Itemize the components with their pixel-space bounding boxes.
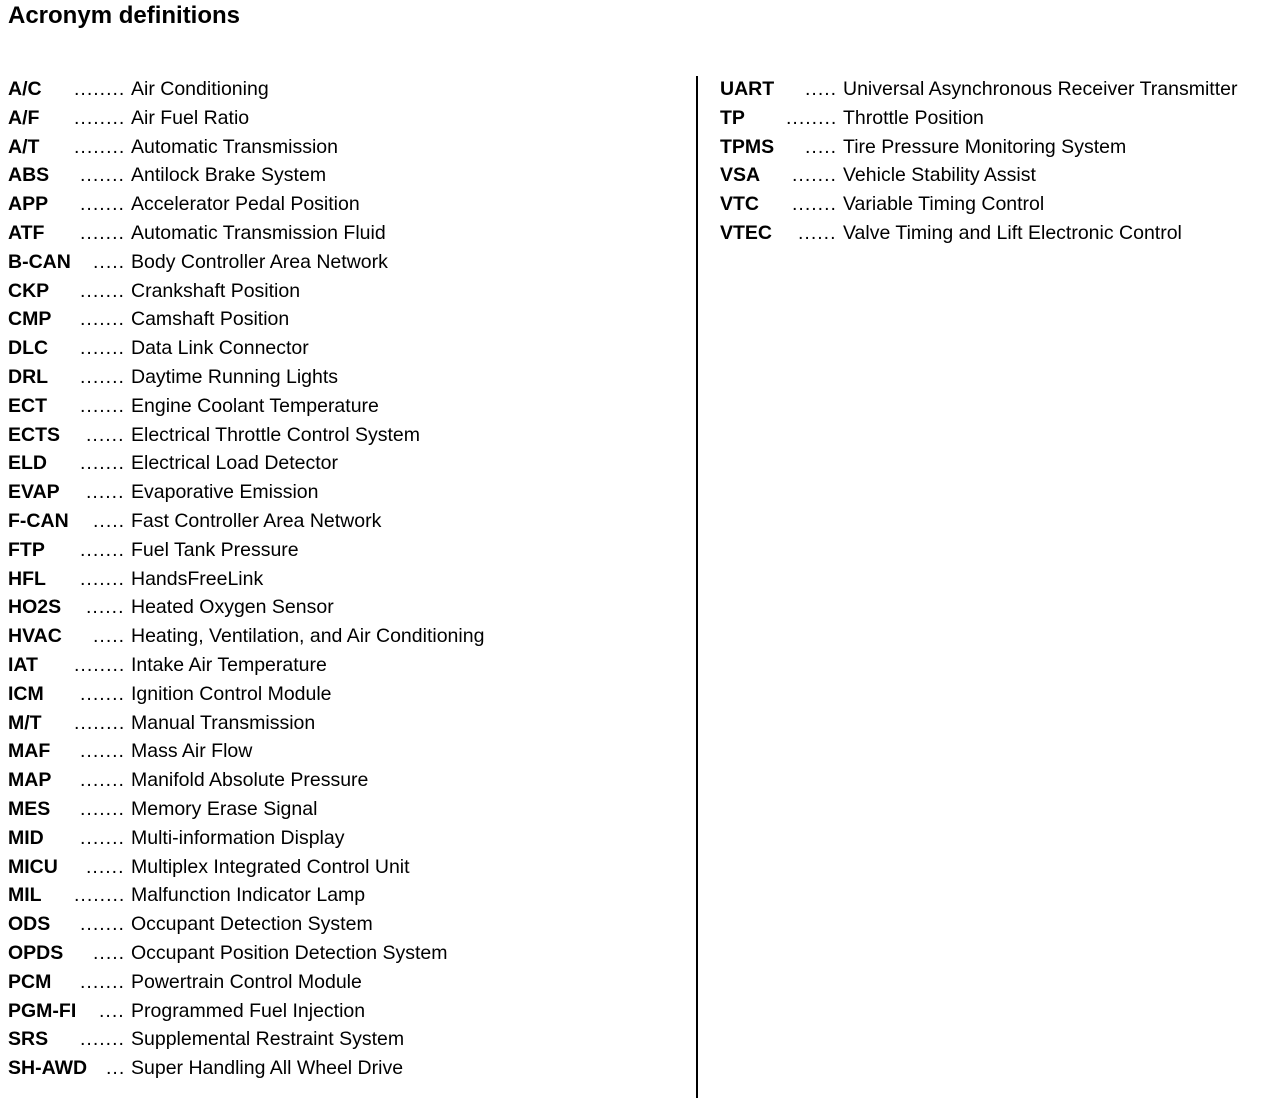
acronym-entry xyxy=(720,74,1275,103)
leader-dots: ..... xyxy=(93,625,126,648)
acronym-entry xyxy=(8,160,688,189)
leader-dots: ....... xyxy=(792,164,837,187)
leader-dots: ....... xyxy=(80,308,125,331)
acronym-term: ATF xyxy=(8,221,45,244)
acronym-entry xyxy=(8,1024,688,1053)
acronym-definition: Multiplex Integrated Control Unit xyxy=(131,855,410,878)
acronym-definition: Super Handling All Wheel Drive xyxy=(131,1057,404,1080)
acronym-entry xyxy=(8,679,688,708)
leader-dots: ........ xyxy=(74,135,126,158)
acronym-entry xyxy=(8,736,688,765)
acronym-term: ECT xyxy=(8,394,47,417)
leader-dots: ...... xyxy=(798,221,837,244)
acronym-definition: Ignition Control Module xyxy=(131,682,332,705)
leader-dots: ....... xyxy=(80,452,125,475)
acronym-term: F-CAN xyxy=(8,509,69,532)
leader-dots: ........ xyxy=(74,711,126,734)
acronym-entry xyxy=(720,160,1275,189)
acronym-definition: Automatic Transmission Fluid xyxy=(131,221,386,244)
acronym-definition: Electrical Throttle Control System xyxy=(131,423,420,446)
acronym-term: EVAP xyxy=(8,481,60,504)
acronym-definition: Heating, Ventilation, and Air Conditioning xyxy=(131,625,485,648)
acronym-term: ODS xyxy=(8,913,51,936)
leader-dots: ..... xyxy=(805,135,838,158)
acronym-entry xyxy=(8,938,688,967)
acronym-definition: Accelerator Pedal Position xyxy=(131,193,360,216)
acronym-term: IAT xyxy=(8,653,38,676)
acronym-definition: Vehicle Stability Assist xyxy=(843,164,1036,187)
acronym-entry xyxy=(8,823,688,852)
acronym-entry xyxy=(8,448,688,477)
acronym-entry xyxy=(8,103,688,132)
acronym-entry xyxy=(8,592,688,621)
acronym-definition: Engine Coolant Temperature xyxy=(131,394,379,417)
acronym-entry xyxy=(8,852,688,881)
acronym-list-left xyxy=(8,74,688,1082)
acronym-entry xyxy=(8,967,688,996)
acronym-entry xyxy=(8,650,688,679)
acronym-definition: Intake Air Temperature xyxy=(131,653,327,676)
acronym-entry xyxy=(8,189,688,218)
acronym-definition: Mass Air Flow xyxy=(131,740,253,763)
acronym-entry xyxy=(720,189,1275,218)
acronym-term: HVAC xyxy=(8,625,62,648)
acronym-definition: Powertrain Control Module xyxy=(131,970,362,993)
leader-dots: ...... xyxy=(86,423,125,446)
leader-dots: ........ xyxy=(74,106,126,129)
acronym-definition: Air Conditioning xyxy=(131,78,269,100)
acronym-term: UART xyxy=(720,78,775,100)
acronym-definition: Programmed Fuel Injection xyxy=(131,999,366,1022)
leader-dots: ....... xyxy=(792,193,837,216)
leader-dots: ....... xyxy=(80,394,125,417)
leader-dots: ..... xyxy=(93,509,126,532)
acronym-term: FTP xyxy=(8,538,45,561)
acronym-term: ECTS xyxy=(8,423,61,446)
leader-dots: ....... xyxy=(80,740,125,763)
acronym-definition: Daytime Running Lights xyxy=(131,365,339,388)
acronym-definition: Data Link Connector xyxy=(131,337,309,360)
acronym-term: MES xyxy=(8,797,51,820)
acronym-definition: Automatic Transmission xyxy=(131,135,338,158)
leader-dots: ....... xyxy=(80,769,125,792)
acronym-entry xyxy=(720,218,1275,247)
leader-dots: ....... xyxy=(80,337,125,360)
acronym-entry xyxy=(720,103,1275,132)
acronym-definition: Manifold Absolute Pressure xyxy=(131,769,369,792)
leader-dots: ....... xyxy=(80,279,125,302)
acronym-term: B-CAN xyxy=(8,250,71,273)
leader-dots: ..... xyxy=(93,250,126,273)
leader-dots: ........ xyxy=(786,106,838,129)
acronym-term: PGM-FI xyxy=(8,999,77,1022)
acronym-term: ABS xyxy=(8,164,50,187)
acronym-entry xyxy=(8,765,688,794)
acronym-term: MIL xyxy=(8,884,42,907)
acronym-term: PCM xyxy=(8,970,52,993)
acronym-term: MAF xyxy=(8,740,51,763)
acronym-definition: Malfunction Indicator Lamp xyxy=(131,884,366,907)
acronym-entry xyxy=(8,304,688,333)
leader-dots: ..... xyxy=(805,78,838,100)
acronym-entry xyxy=(8,420,688,449)
leader-dots: ........ xyxy=(74,653,126,676)
leader-dots: ....... xyxy=(80,797,125,820)
leader-dots: ....... xyxy=(80,826,125,849)
acronym-entry xyxy=(8,794,688,823)
acronym-term: TPMS xyxy=(720,135,775,158)
column-divider xyxy=(696,76,698,1098)
leader-dots: ....... xyxy=(80,221,125,244)
acronym-entry xyxy=(8,1053,688,1082)
page-title: Acronym definitions xyxy=(8,2,241,29)
acronym-definition: HandsFreeLink xyxy=(131,567,264,590)
leader-dots: ....... xyxy=(80,538,125,561)
acronym-entry xyxy=(8,477,688,506)
leader-dots: ........ xyxy=(74,884,126,907)
acronym-entry xyxy=(8,276,688,305)
acronym-entry xyxy=(8,333,688,362)
leader-dots: ....... xyxy=(80,164,125,187)
acronym-definition: Valve Timing and Lift Electronic Control xyxy=(843,221,1182,244)
acronym-entry xyxy=(8,708,688,737)
acronym-definition: Electrical Load Detector xyxy=(131,452,339,475)
acronym-entry xyxy=(8,996,688,1025)
acronym-term: SRS xyxy=(8,1028,49,1051)
acronym-definition: Heated Oxygen Sensor xyxy=(131,596,334,619)
acronym-term: OPDS xyxy=(8,941,64,964)
acronym-list-right xyxy=(720,74,1275,247)
acronym-term: M/T xyxy=(8,711,42,734)
acronym-term: VTC xyxy=(720,193,759,216)
acronym-entry xyxy=(8,909,688,938)
acronym-entry xyxy=(8,74,688,103)
leader-dots: ....... xyxy=(80,682,125,705)
acronym-definition: Occupant Position Detection System xyxy=(131,941,448,964)
acronym-definition: Memory Erase Signal xyxy=(131,797,318,820)
leader-dots: ....... xyxy=(80,970,125,993)
acronym-definition: Multi-information Display xyxy=(131,826,345,849)
acronym-term: CKP xyxy=(8,279,50,302)
acronym-definition: Body Controller Area Network xyxy=(131,250,388,273)
leader-dots: ....... xyxy=(80,567,125,590)
acronym-term: ELD xyxy=(8,452,47,475)
acronym-term: MID xyxy=(8,826,44,849)
acronym-entry xyxy=(8,880,688,909)
acronym-term: ICM xyxy=(8,682,44,705)
acronym-term: A/F xyxy=(8,106,40,129)
acronym-entry xyxy=(8,535,688,564)
acronym-entry xyxy=(8,391,688,420)
acronym-entry xyxy=(8,506,688,535)
acronym-definition: Variable Timing Control xyxy=(843,193,1045,216)
acronym-entry xyxy=(8,621,688,650)
leader-dots: ....... xyxy=(80,365,125,388)
acronym-definition: Camshaft Position xyxy=(131,308,290,331)
leader-dots: ....... xyxy=(80,913,125,936)
acronym-definition: Fast Controller Area Network xyxy=(131,509,382,532)
leader-dots: ...... xyxy=(86,855,125,878)
leader-dots: ....... xyxy=(80,193,125,216)
acronym-definition: Antilock Brake System xyxy=(131,164,327,187)
acronym-entry xyxy=(8,564,688,593)
leader-dots: ... xyxy=(106,1057,126,1080)
acronym-term: VSA xyxy=(720,164,761,187)
acronym-definition: Tire Pressure Monitoring System xyxy=(843,135,1127,158)
acronym-definition: Supplemental Restraint System xyxy=(131,1028,405,1051)
leader-dots: .... xyxy=(99,999,125,1022)
acronym-entry xyxy=(8,247,688,276)
acronym-entry xyxy=(8,362,688,391)
acronym-definition: Air Fuel Ratio xyxy=(131,106,250,129)
acronym-term: A/T xyxy=(8,135,40,158)
acronym-definition: Crankshaft Position xyxy=(131,279,301,302)
acronym-term: TP xyxy=(720,106,745,129)
leader-dots: ........ xyxy=(74,78,126,100)
acronym-term: SH-AWD xyxy=(8,1057,88,1080)
acronym-definition: Evaporative Emission xyxy=(131,481,319,504)
leader-dots: ...... xyxy=(86,596,125,619)
acronym-term: DRL xyxy=(8,365,49,388)
leader-dots: ..... xyxy=(93,941,126,964)
acronym-term: VTEC xyxy=(720,221,773,244)
acronym-definition: Universal Asynchronous Receiver Transmitter xyxy=(843,78,1238,100)
acronym-entry xyxy=(8,218,688,247)
acronym-entry xyxy=(720,132,1275,161)
acronym-definition: Fuel Tank Pressure xyxy=(131,538,299,561)
acronym-term: MICU xyxy=(8,855,58,878)
acronym-term: APP xyxy=(8,193,49,216)
acronym-entry xyxy=(8,132,688,161)
acronym-term: HO2S xyxy=(8,596,62,619)
acronym-term: DLC xyxy=(8,337,49,360)
acronym-term: HFL xyxy=(8,567,46,590)
acronym-term: MAP xyxy=(8,769,52,792)
acronym-term: A/C xyxy=(8,78,42,100)
leader-dots: ...... xyxy=(86,481,125,504)
acronym-definition: Throttle Position xyxy=(843,106,984,129)
acronym-definition: Manual Transmission xyxy=(131,711,316,734)
acronym-term: CMP xyxy=(8,308,52,331)
acronym-definition: Occupant Detection System xyxy=(131,913,373,936)
leader-dots: ....... xyxy=(80,1028,125,1051)
